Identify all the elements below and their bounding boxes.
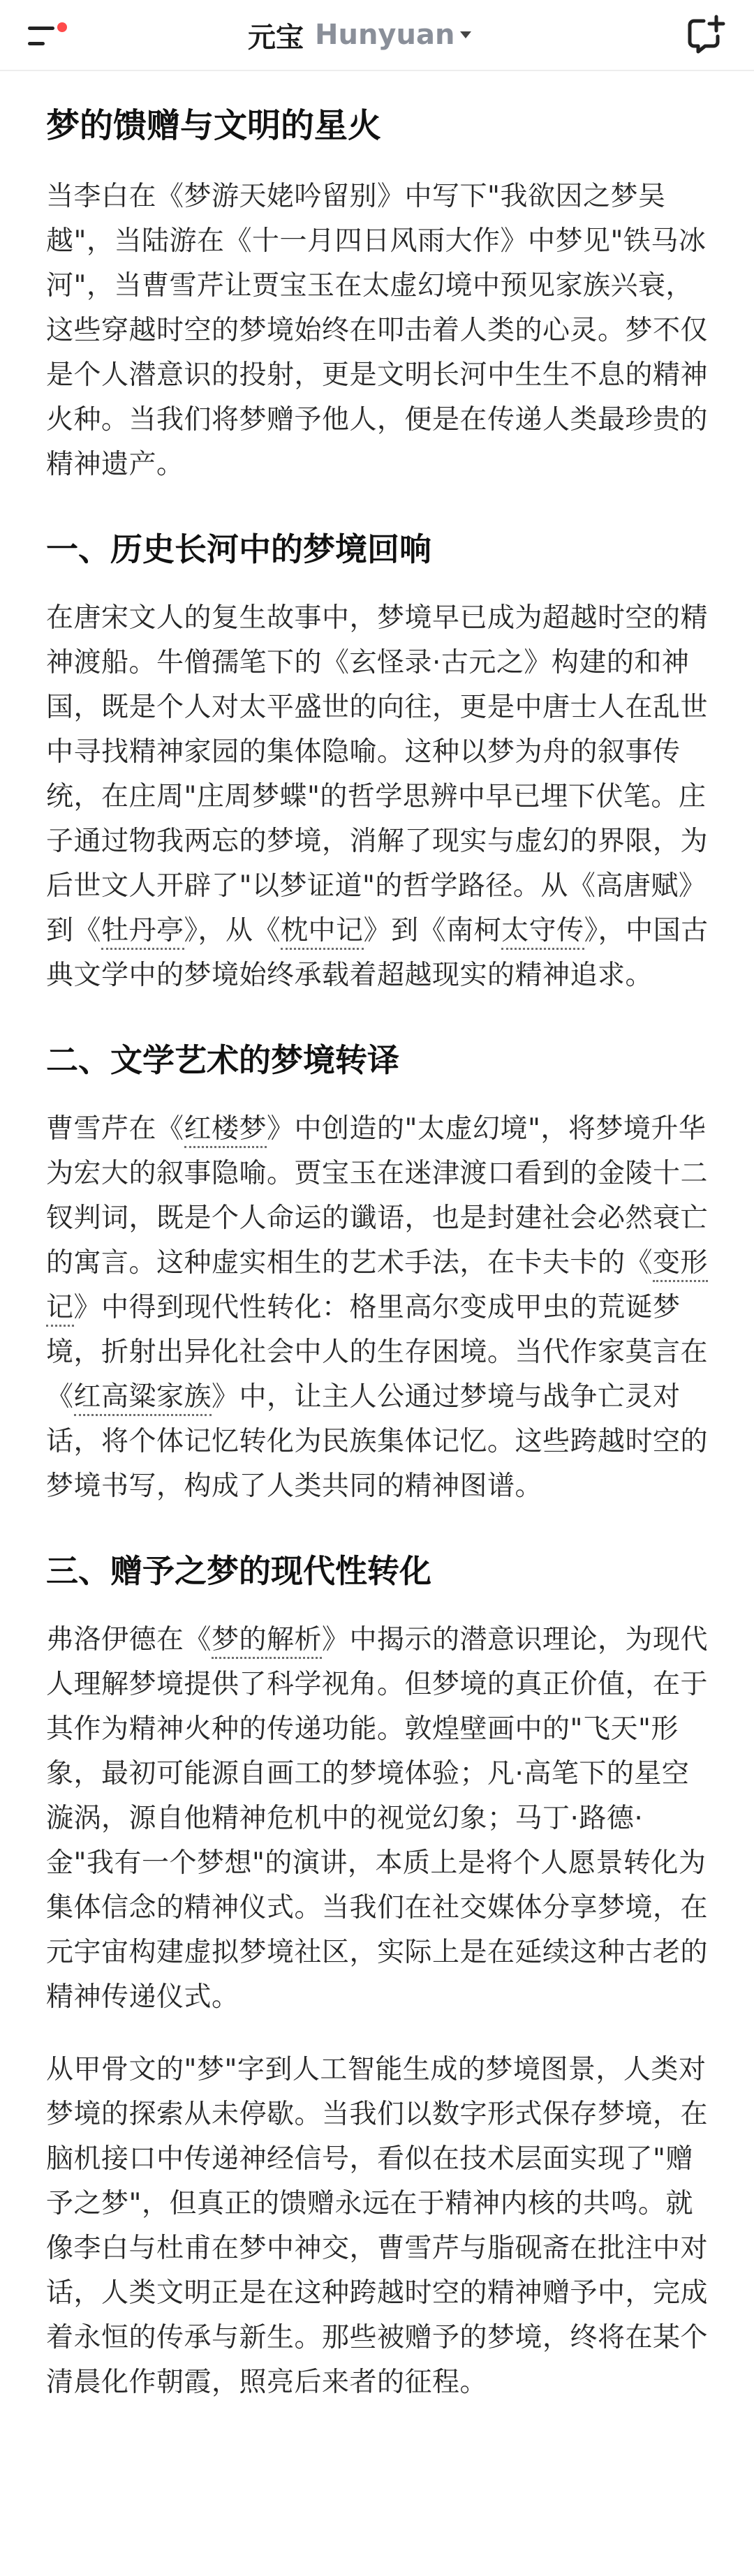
new-chat-button[interactable]	[683, 13, 727, 57]
reference-link-hongloumeng[interactable]: 红楼梦	[184, 1113, 267, 1148]
model-selector[interactable]	[248, 15, 471, 54]
model-name: Hunyuan	[315, 19, 455, 51]
section-paragraph-literature	[46, 1107, 709, 1509]
text-span: 在唐宋文人的复生故事中，梦境早已成为超越时空的精神渡船。牛僧孺笔下的《玄怪录·古元之》构建的和神国，既是个人对太平盛世的向往，更是中唐士人在乱世中寻找精神家园的集体隐喻。这种以梦为舟的叙事传统，在庄周"庄周梦蝶"的哲学思辨中早已埋下伏笔。庄子通过物我两忘的梦境，消解了现实与虚幻的界限，为后世文人开辟了"以梦证道"的哲学路径。从《高唐赋》到《	[46, 602, 709, 946]
text-span: 》，中国古典文学中的梦境始终承载着超越现实的精神追求。	[46, 915, 709, 991]
section-paragraph-history	[46, 596, 709, 998]
section-heading-modern: 三、赠予之梦的现代性转化	[46, 1552, 431, 1590]
section-heading-history: 一、历史长河中的梦境回响	[46, 530, 431, 568]
header-divider	[0, 70, 754, 71]
app-name: 元宝	[248, 21, 304, 54]
article-title: 梦的馈赠与文明的星火	[46, 106, 382, 145]
menu-line-icon	[28, 27, 54, 30]
section-heading-literature: 二、文学艺术的梦境转译	[46, 1041, 399, 1079]
new-chat-icon	[683, 13, 727, 57]
notification-dot-icon	[57, 22, 67, 32]
text-span: 》中得到现代性转化：格里高尔变成甲虫的荒诞梦境，折射出异化社会中人的生存困境。当代作家莫言在《	[46, 1292, 709, 1413]
article-content	[46, 105, 709, 2433]
text-span: 弗洛伊德在《	[46, 1624, 212, 1655]
text-span: 》中揭示的潜意识理论，为现代人理解梦境提供了科学视角。但梦境的真正价值，在于其作为精神火种的传递功能。敦煌壁画中的"飞天"形象，最初可能源自画工的梦境体验；凡·高笔下的星空漩涡，源自他精神危机中的视觉幻象；马丁·路德·金"我有一个梦想"的演讲，本质上是将个人愿景转化为集体信念的精神仪式。当我们在社交媒体分享梦境，在元宇宙构建虚拟梦境社区，实际上是在延续这种古老的精神传递仪式。	[46, 1624, 709, 2013]
menu-line-icon	[28, 42, 45, 45]
text-span: 》到《南柯	[363, 915, 502, 946]
reference-link-mudanting[interactable]: 牡丹亭	[101, 915, 184, 950]
reference-link-zhenzhongji[interactable]: 枕中记	[281, 915, 364, 950]
top-app-bar	[0, 0, 754, 70]
closing-paragraph: 从甲骨文的"梦"字到人工智能生成的梦境图景，人类对梦境的探索从未停歇。当我们以数字形式保存梦境，在脑机接口中传递神经信号，看似在技术层面实现了"赠予之梦"，但真正的馈赠永远在于精神内核的共鸣。就像李白与杜甫在梦中神交，曹雪芹与脂砚斋在批注中对话，人类文明正是在这种跨越时空的精神赠予中，完成着永恒的传承与新生。那些被赠予的梦境，终将在某个清晨化作朝霞，照亮后来者的征程。	[46, 2054, 709, 2398]
text-span: 曹雪芹在《	[46, 1113, 184, 1145]
menu-button[interactable]	[25, 17, 70, 53]
intro-paragraph: 当李白在《梦游天姥吟留别》中写下"我欲因之梦吴越"，当陆游在《十一月四日风雨大作》中梦见"铁马冰河"，当曹雪芹让贾宝玉在太虚幻境中预见家族兴衰，这些穿越时空的梦境始终在叩击着人类的心灵。梦不仅是个人潜意识的投射，更是文明长河中生生不息的精神火种。当我们将梦赠予他人，便是在传递人类最珍贵的精神遗产。	[46, 181, 709, 480]
section-paragraph-modern	[46, 1618, 709, 2020]
text-span: 》中，让主人公通过梦境与战争亡灵对话，将个体记忆转化为民族集体记忆。这些跨越时空的梦境书写，构成了人类共同的精神图谱。	[46, 1381, 709, 1502]
reference-link-bianxingji[interactable]: 变形记	[46, 1247, 708, 1327]
chevron-down-icon	[460, 31, 471, 38]
reference-link-honggaoliang[interactable]: 红高粱家族	[74, 1381, 212, 1416]
reference-link-taishouzhuan[interactable]: 太守传	[501, 915, 584, 950]
text-span: 》中创造的"太虚幻境"，将梦境升华为宏大的叙事隐喻。贾宝玉在迷津渡口看到的金陵十二钗判词，既是个人命运的谶语，也是封建社会必然衰亡的寓言。这种虚实相生的艺术手法，在卡夫卡的《	[46, 1113, 709, 1279]
text-span: 》，从《	[184, 915, 281, 946]
reference-link-mengdejiexi[interactable]: 梦的解析	[212, 1624, 322, 1659]
